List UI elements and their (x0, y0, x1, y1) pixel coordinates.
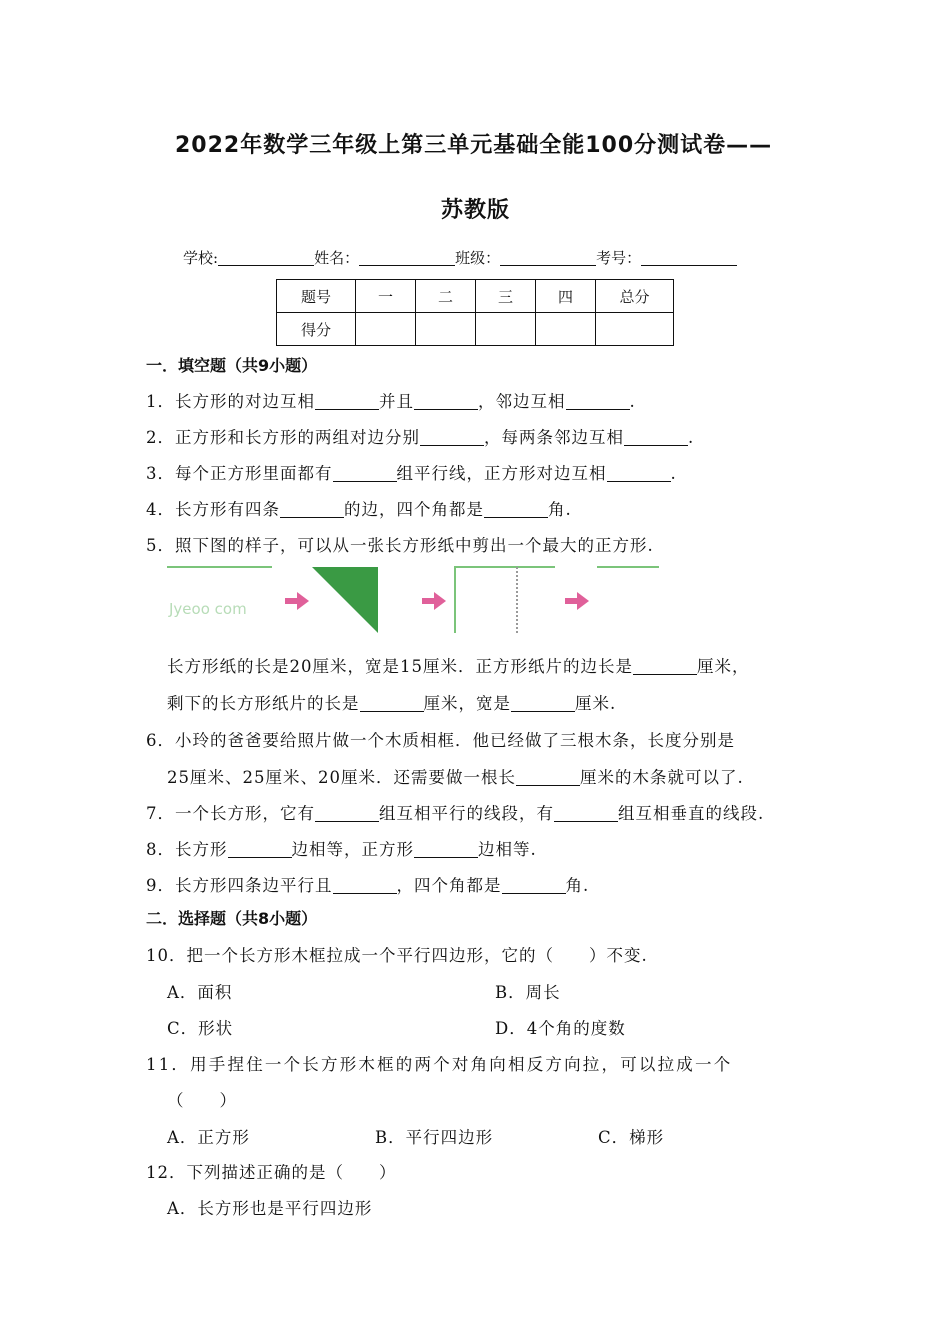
option-d[interactable]: D．4个角的度数 (495, 1019, 626, 1038)
question-text: 1．长方形的对边互相 (146, 392, 315, 411)
school-label: 学校: (183, 249, 219, 267)
table-cell: 三 (476, 280, 536, 313)
question-7 (146, 800, 764, 824)
question-12-stem: 12．下列描述正确的是（ ） (146, 1163, 397, 1182)
answer-blank[interactable] (333, 465, 397, 483)
question-11-stem: 11．用手捏住一个长方形木框的两个对角向相反方向拉，可以拉成一个 (146, 1055, 733, 1074)
question-text: ，邻边互相 (478, 392, 566, 411)
question-text: ，四个角都是 (396, 876, 502, 895)
watermark-text: Jyeoo com (169, 600, 247, 618)
question-text: 2．正方形和长方形的两组对边分别 (146, 428, 420, 447)
option-c[interactable]: C．梯形 (598, 1128, 665, 1147)
score-cell[interactable] (476, 313, 536, 346)
section-heading-fill-in: 一．填空题（共9小题） (146, 356, 318, 375)
table-cell: 二 (416, 280, 476, 313)
answer-blank[interactable] (516, 769, 580, 787)
id-field[interactable] (641, 250, 737, 266)
question-text: 组平行线，正方形对边互相 (396, 464, 607, 483)
score-cell[interactable] (596, 313, 674, 346)
question-5-stem: 5．照下图的样子，可以从一张长方形纸中剪出一个最大的正方形. (146, 536, 654, 555)
score-table-header-row (277, 280, 674, 313)
option-b[interactable]: B．周长 (495, 983, 561, 1002)
option-a[interactable]: A．正方形 (167, 1128, 250, 1147)
table-cell: 得分 (277, 313, 356, 346)
id-label: 考号： (596, 249, 642, 267)
folded-triangle (312, 567, 378, 633)
arrow-icon (565, 592, 589, 610)
question-text: 角. (565, 876, 590, 895)
score-table-score-row (277, 313, 674, 346)
question-10-stem: 10．把一个长方形木框拉成一个平行四边形，它的（ ）不变. (146, 946, 648, 965)
question-text: 组互相平行的线段，有 (379, 804, 554, 823)
class-field[interactable] (500, 250, 596, 266)
table-cell: 总分 (596, 280, 674, 313)
question-text: 厘米，宽是 (423, 694, 511, 713)
question-9 (146, 872, 589, 896)
name-field[interactable] (359, 250, 455, 266)
question-text: 3．每个正方形里面都有 (146, 464, 333, 483)
page-subtitle: 苏教版 (441, 198, 511, 223)
arrow-icon (422, 592, 446, 610)
question-text: 25厘米、25厘米、20厘米．还需要做一根长 (167, 768, 516, 787)
question-text: 厘米. (575, 694, 617, 713)
question-text: 长方形纸的长是20厘米，宽是15厘米．正方形纸片的边长是 (167, 657, 633, 676)
question-4 (146, 496, 572, 520)
question-text: 8．长方形 (146, 840, 228, 859)
question-text: 剩下的长方形纸片的长是 (167, 694, 360, 713)
question-text: 9．长方形四条边平行且 (146, 876, 333, 895)
table-cell: 题号 (277, 280, 356, 313)
answer-blank[interactable] (315, 805, 379, 823)
score-cell[interactable] (536, 313, 596, 346)
answer-blank[interactable] (633, 658, 697, 676)
score-table (276, 279, 674, 346)
answer-blank[interactable] (502, 877, 566, 895)
answer-blank[interactable] (607, 465, 671, 483)
option-a[interactable]: A．长方形也是平行四边形 (167, 1199, 373, 1218)
answer-blank[interactable] (414, 393, 478, 411)
answer-blank[interactable] (315, 393, 379, 411)
option-c[interactable]: C．形状 (167, 1019, 234, 1038)
answer-blank[interactable] (566, 393, 630, 411)
question-text: 边相等. (478, 840, 537, 859)
question-3 (146, 460, 677, 484)
answer-blank[interactable] (333, 877, 397, 895)
answer-paren: （ ） (167, 1091, 237, 1110)
question-text: 的边，四个角都是 (344, 500, 484, 519)
question-text: 角. (548, 500, 572, 519)
answer-blank[interactable] (228, 841, 292, 859)
question-8 (146, 836, 537, 860)
section-heading-multiple-choice: 二．选择题（共8小题） (146, 909, 318, 928)
question-text: 并且 (379, 392, 414, 411)
answer-blank[interactable] (420, 429, 484, 447)
question-text: 7．一个长方形，它有 (146, 804, 315, 823)
table-cell: 一 (356, 280, 416, 313)
question-5-line-3 (167, 690, 616, 714)
question-text: 组互相垂直的线段. (618, 804, 765, 823)
school-field[interactable] (218, 250, 314, 266)
question-2 (146, 424, 694, 448)
option-a[interactable]: A．面积 (167, 983, 233, 1002)
question-text: ，每两条邻边互相 (484, 428, 624, 447)
answer-blank[interactable] (511, 695, 575, 713)
answer-blank[interactable] (624, 429, 688, 447)
score-cell[interactable] (416, 313, 476, 346)
answer-blank[interactable] (484, 501, 548, 519)
question-text: . (688, 428, 695, 447)
question-text: . (629, 392, 636, 411)
question-6-line-2 (167, 764, 744, 788)
class-label: 班级： (455, 249, 501, 267)
answer-blank[interactable] (280, 501, 344, 519)
question-6-line-1: 6．小玲的爸爸要给照片做一个木质相框．他已经做了三根木条，长度分别是 (146, 731, 735, 750)
arrow-icon (285, 592, 309, 610)
answer-blank[interactable] (554, 805, 618, 823)
question-text: 厘米， (697, 657, 750, 676)
question-text: 边相等，正方形 (291, 840, 414, 859)
option-b[interactable]: B．平行四边形 (375, 1128, 494, 1147)
table-cell: 四 (536, 280, 596, 313)
student-info-line (183, 247, 737, 268)
paper-cutting-figure (167, 564, 667, 636)
question-1 (146, 388, 636, 412)
name-label: 姓名： (314, 249, 360, 267)
question-5-line-2 (167, 653, 750, 677)
unfolded-paper (455, 567, 555, 633)
page-title: 2022年数学三年级上第三单元基础全能100分测试卷—— (175, 133, 773, 158)
question-text: 4．长方形有四条 (146, 500, 280, 519)
answer-blank[interactable] (414, 841, 478, 859)
answer-blank[interactable] (360, 695, 424, 713)
question-text: 厘米的木条就可以了. (580, 768, 744, 787)
question-text: . (670, 464, 677, 483)
score-cell[interactable] (356, 313, 416, 346)
